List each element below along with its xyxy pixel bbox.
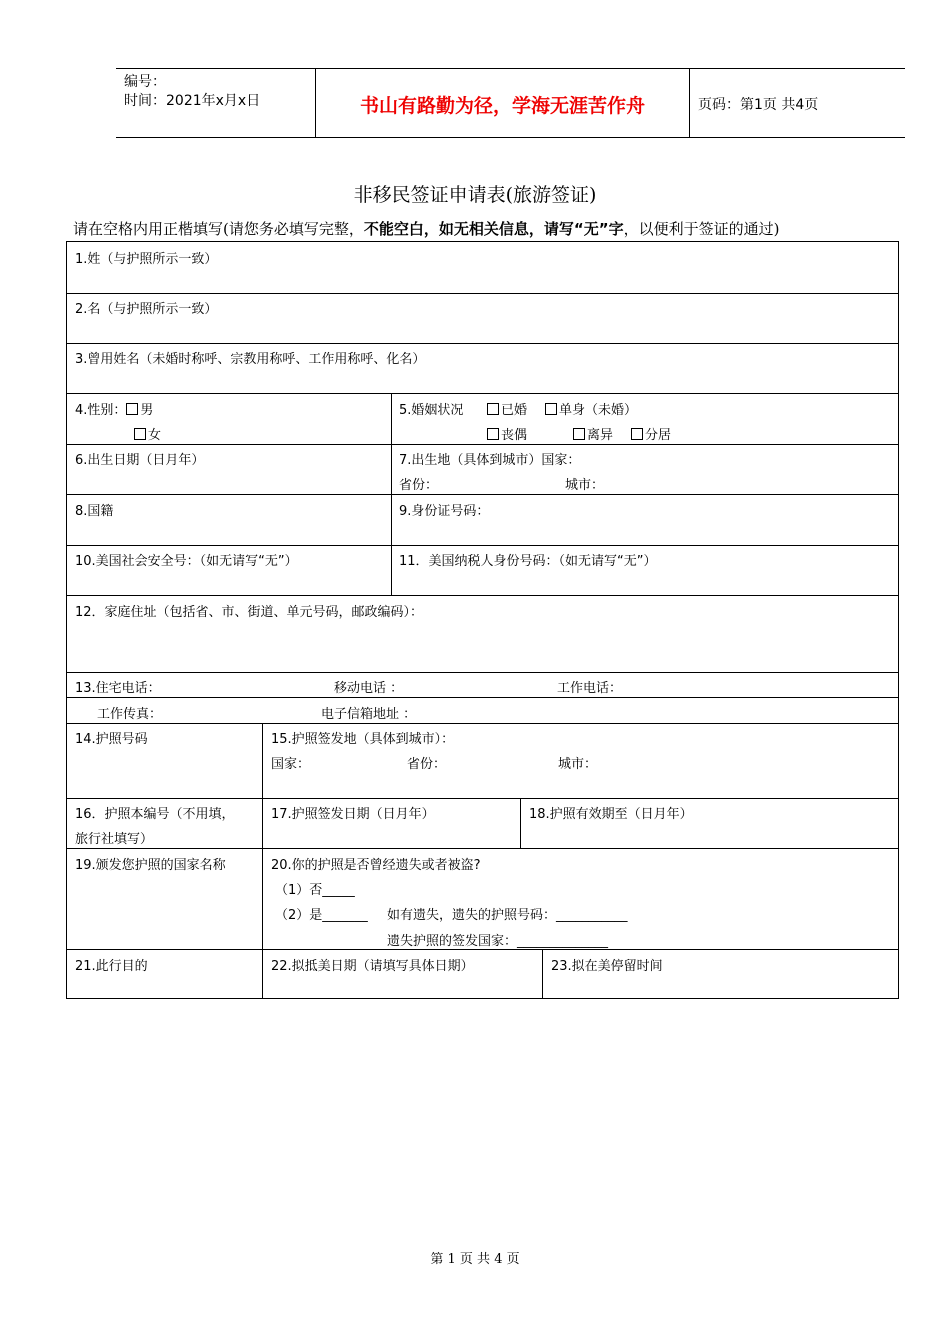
field-email: 电子信箱地址 ： [321, 707, 417, 722]
field-nationality: 8.国籍 [75, 504, 114, 519]
row-divider [67, 848, 898, 849]
field-given-name: 2.名（与护照所示一致） [75, 302, 218, 317]
form-title: 非移民签证申请表(旅游签证) [353, 184, 597, 206]
document-header [116, 68, 905, 138]
field-gender-female [134, 424, 161, 443]
option-single [545, 399, 637, 418]
checkbox-widowed[interactable] [487, 428, 499, 440]
checkbox-separated[interactable] [631, 428, 643, 440]
row-divider [67, 697, 898, 698]
field-arrival-date: 22.拟抵美日期（请填写具体日期） [271, 959, 474, 974]
row-divider [67, 343, 898, 344]
field-gender [75, 399, 153, 418]
field-home-address: 12．家庭住址（包括省、市、街道、单元号码，邮政编码）： [75, 605, 424, 620]
divorced-label: 离异 [587, 428, 614, 443]
field-home-phone: 13.住宅电话： [75, 681, 161, 696]
field-passport-issue-date: 17.护照签发日期（日月年） [271, 807, 435, 822]
field-work-phone: 工作电话： [557, 681, 623, 696]
instruction-part1: 请在空格内用正楷填写(请您务必填写完整， [73, 220, 364, 238]
gender-female-label: 女 [148, 428, 162, 443]
field-surname: 1.姓（与护照所示一致） [75, 252, 218, 267]
checkbox-married[interactable] [487, 403, 499, 415]
field-passport-lost: 20.你的护照是否曾经遗失或者被盗? [271, 858, 481, 873]
visa-form-table [66, 241, 899, 999]
row-divider [67, 798, 898, 799]
checkbox-single[interactable] [545, 403, 557, 415]
field-passport-book-number-note: 旅行社填写） [75, 832, 154, 847]
number-label: 编号： [124, 74, 166, 90]
field-former-names: 3.曾用姓名（未婚时称呼、宗教用称呼、工作用称呼、化名） [75, 352, 426, 367]
header-divider [689, 69, 690, 137]
instruction-part2: ，以便利于签证的通过) [623, 220, 780, 238]
page-footer: 第 1 页 共 4 页 [430, 1252, 520, 1267]
time-label: 时间：2021年x月x日 [124, 93, 261, 109]
field-id-number: 9.身份证号码： [399, 504, 490, 519]
option-widowed [487, 424, 527, 443]
gender-label: 4.性别： [75, 403, 127, 418]
field-passport-book-number: 16．护照本编号（不用填， [75, 807, 235, 822]
row-divider [67, 672, 898, 673]
option-divorced [573, 424, 613, 443]
field-birth-place: 7.出生地（具体到城市）国家： [399, 453, 581, 468]
col-divider [391, 393, 392, 595]
row-divider [67, 723, 898, 724]
instruction-bold: 不能空白，如无相关信息，请写“无”字 [363, 220, 624, 238]
field-passport-issue-city: 城市： [558, 757, 598, 772]
field-passport-issue-country: 国家： [271, 757, 311, 772]
widowed-label: 丧偶 [501, 428, 528, 443]
field-us-taxpayer-id: 11．美国纳税人身份号码：（如无请写“无”） [399, 554, 657, 569]
motto: 书山有路勤为径，学海无涯苦作舟 [359, 95, 645, 117]
field-lost-passport-country: 遗失护照的签发国家：______________ [387, 934, 609, 949]
field-work-fax: 工作传真： [97, 707, 163, 722]
field-mobile-phone: 移动电话 ： [334, 681, 404, 696]
option-lost-yes: （2）是_______ [275, 908, 368, 923]
option-married [487, 399, 527, 418]
married-label: 已婚 [501, 403, 528, 418]
field-passport-issue-province: 省份： [407, 757, 447, 772]
option-lost-no: （1）否_____ [275, 883, 355, 898]
field-stay-duration: 23.拟在美停留时间 [551, 959, 663, 974]
checkbox-male[interactable] [126, 403, 138, 415]
separated-label: 分居 [645, 428, 672, 443]
field-passport-expiry: 18.护照有效期至（日月年） [529, 807, 693, 822]
option-separated [631, 424, 671, 443]
field-passport-number: 14.护照号码 [75, 732, 148, 747]
field-birth-city: 城市： [565, 478, 605, 493]
col-divider [520, 798, 521, 848]
col-divider [262, 723, 263, 998]
row-divider [67, 545, 898, 546]
single-label: 单身（未婚） [559, 403, 638, 418]
field-marital-status: 5.婚姻状况 [399, 403, 464, 418]
field-us-ssn: 10.美国社会安全号：（如无请写“无”） [75, 554, 298, 569]
gender-male-label: 男 [140, 403, 154, 418]
row-divider [67, 444, 898, 445]
page-indicator: 页码：第1页 共4页 [698, 97, 819, 113]
field-birth-date: 6.出生日期（日月年） [75, 453, 205, 468]
field-passport-issue-place: 15.护照签发地（具体到城市）： [271, 732, 455, 747]
row-divider [67, 393, 898, 394]
col-divider [542, 949, 543, 998]
field-trip-purpose: 21.此行目的 [75, 959, 148, 974]
row-divider [67, 949, 898, 950]
row-divider [67, 494, 898, 495]
checkbox-divorced[interactable] [573, 428, 585, 440]
field-lost-passport-number: 如有遗失，遗失的护照号码：___________ [387, 908, 628, 923]
row-divider [67, 293, 898, 294]
checkbox-female[interactable] [134, 428, 146, 440]
field-birth-province: 省份： [399, 478, 439, 493]
instruction-text [73, 218, 779, 239]
row-divider [67, 595, 898, 596]
field-passport-country: 19.颁发您护照的国家名称 [75, 858, 226, 873]
